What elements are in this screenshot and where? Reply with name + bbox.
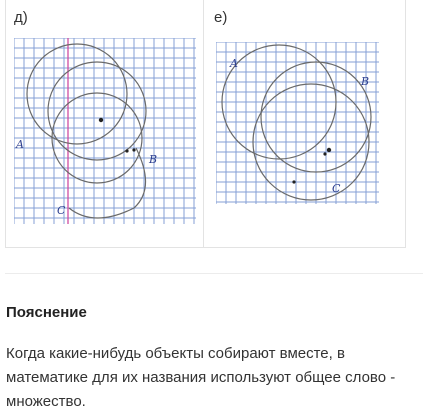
handwritten-label-a: A <box>230 57 238 70</box>
handwritten-label-b: B <box>149 153 158 166</box>
handwritten-label-c: C <box>332 182 341 195</box>
section-separator <box>5 273 423 274</box>
handwritten-label-c: C <box>57 204 66 217</box>
answer-images-container <box>5 0 406 248</box>
grid-paper-drawing-d <box>14 38 196 224</box>
grid-paper-drawing-e <box>216 42 379 204</box>
explanation-text: Когда какие-нибудь объекты собирают вместе, в математике для их названия используют общее слово - множество. <box>6 345 396 410</box>
panel-label-e: е) <box>214 9 228 26</box>
explanation-heading: Пояснение <box>6 304 87 321</box>
handwritten-label-b: B <box>361 75 370 88</box>
panel-d <box>6 0 203 247</box>
panel-label-d: д) <box>14 9 28 26</box>
panel-e <box>204 0 405 247</box>
handwritten-label-a: A <box>16 138 24 151</box>
